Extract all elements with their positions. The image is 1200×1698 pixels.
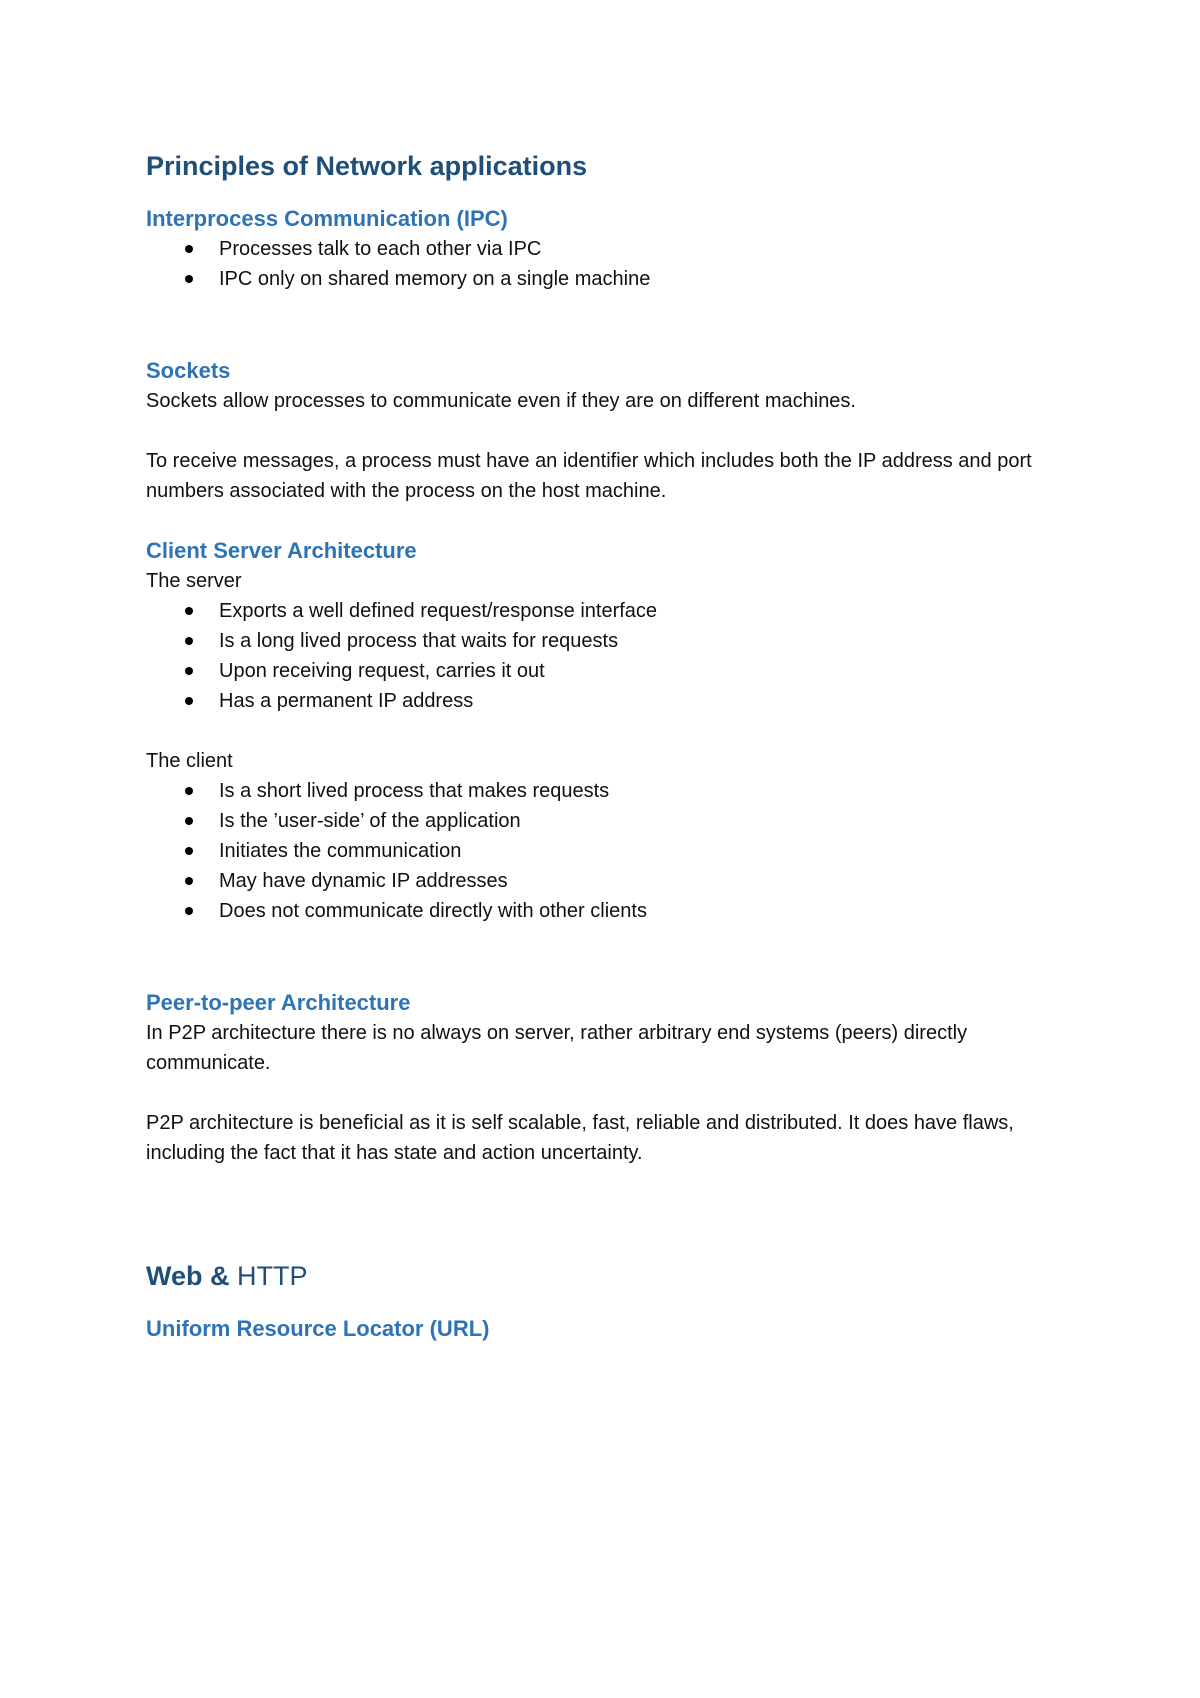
bullet-icon <box>185 847 193 855</box>
heading-p2p: Peer-to-peer Architecture <box>146 990 411 1015</box>
bullet-icon <box>185 877 193 885</box>
list-item-text: May have dynamic IP addresses <box>219 870 508 892</box>
p2p-paragraph-2: P2P architecture is beneficial as it is self scalable, fast, reliable and distributed. It does have flaws, including the fact that it has state and action uncertainty. <box>146 1112 1014 1164</box>
section-title-network-apps: Principles of Network applications <box>146 151 588 181</box>
section-title-http-part: HTTP <box>229 1261 308 1291</box>
list-item-text: Has a permanent IP address <box>219 690 474 712</box>
list-item <box>146 264 1076 294</box>
client-bullet-list <box>146 776 1076 926</box>
list-item <box>146 234 1076 264</box>
ipc-bullet-list <box>146 234 1076 294</box>
bullet-icon <box>185 697 193 705</box>
bullet-icon <box>185 245 193 253</box>
bullet-icon <box>185 817 193 825</box>
list-item-text: Exports a well defined request/response interface <box>219 600 658 622</box>
bullet-icon <box>185 907 193 915</box>
heading-sockets: Sockets <box>146 358 231 383</box>
p2p-paragraph-1: In P2P architecture there is no always on server, rather arbitrary end systems (peers) directly communicate. <box>146 1022 968 1074</box>
sockets-paragraph-1: Sockets allow processes to communicate even if they are on different machines. <box>146 390 856 412</box>
list-item-text: Initiates the communication <box>219 840 462 862</box>
list-item <box>146 866 1076 896</box>
list-item <box>146 596 1076 626</box>
heading-client-server: Client Server Architecture <box>146 538 417 563</box>
list-item <box>146 806 1076 836</box>
server-bullet-list <box>146 596 1076 716</box>
list-item-text: Is the ’user-side’ of the application <box>219 810 521 832</box>
bullet-icon <box>185 667 193 675</box>
list-item <box>146 626 1076 656</box>
list-item-text: Is a short lived process that makes requests <box>219 780 610 802</box>
list-item <box>146 776 1076 806</box>
list-item <box>146 656 1076 686</box>
bullet-icon <box>185 275 193 283</box>
list-item-text: Does not communicate directly with other clients <box>219 900 647 922</box>
list-item-text: Upon receiving request, carries it out <box>219 660 545 682</box>
bullet-icon <box>185 607 193 615</box>
document-content <box>146 146 1076 1344</box>
list-item <box>146 836 1076 866</box>
list-item <box>146 686 1076 716</box>
sockets-paragraph-2: To receive messages, a process must have an identifier which includes both the IP address and port numbers associated with the process on the host machine. <box>146 450 1032 502</box>
bullet-icon <box>185 787 193 795</box>
list-item-text: Is a long lived process that waits for requests <box>219 630 619 652</box>
section-title-web-part: Web & <box>146 1261 230 1291</box>
heading-ipc: Interprocess Communication (IPC) <box>146 206 508 231</box>
list-item-text: IPC only on shared memory on a single machine <box>219 268 651 290</box>
server-label: The server <box>146 570 242 592</box>
bullet-icon <box>185 637 193 645</box>
list-item <box>146 896 1076 926</box>
heading-url: Uniform Resource Locator (URL) <box>146 1316 490 1341</box>
list-item-text: Processes talk to each other via IPC <box>219 238 542 260</box>
client-label: The client <box>146 750 233 772</box>
section-title-web-http <box>146 1256 1076 1296</box>
